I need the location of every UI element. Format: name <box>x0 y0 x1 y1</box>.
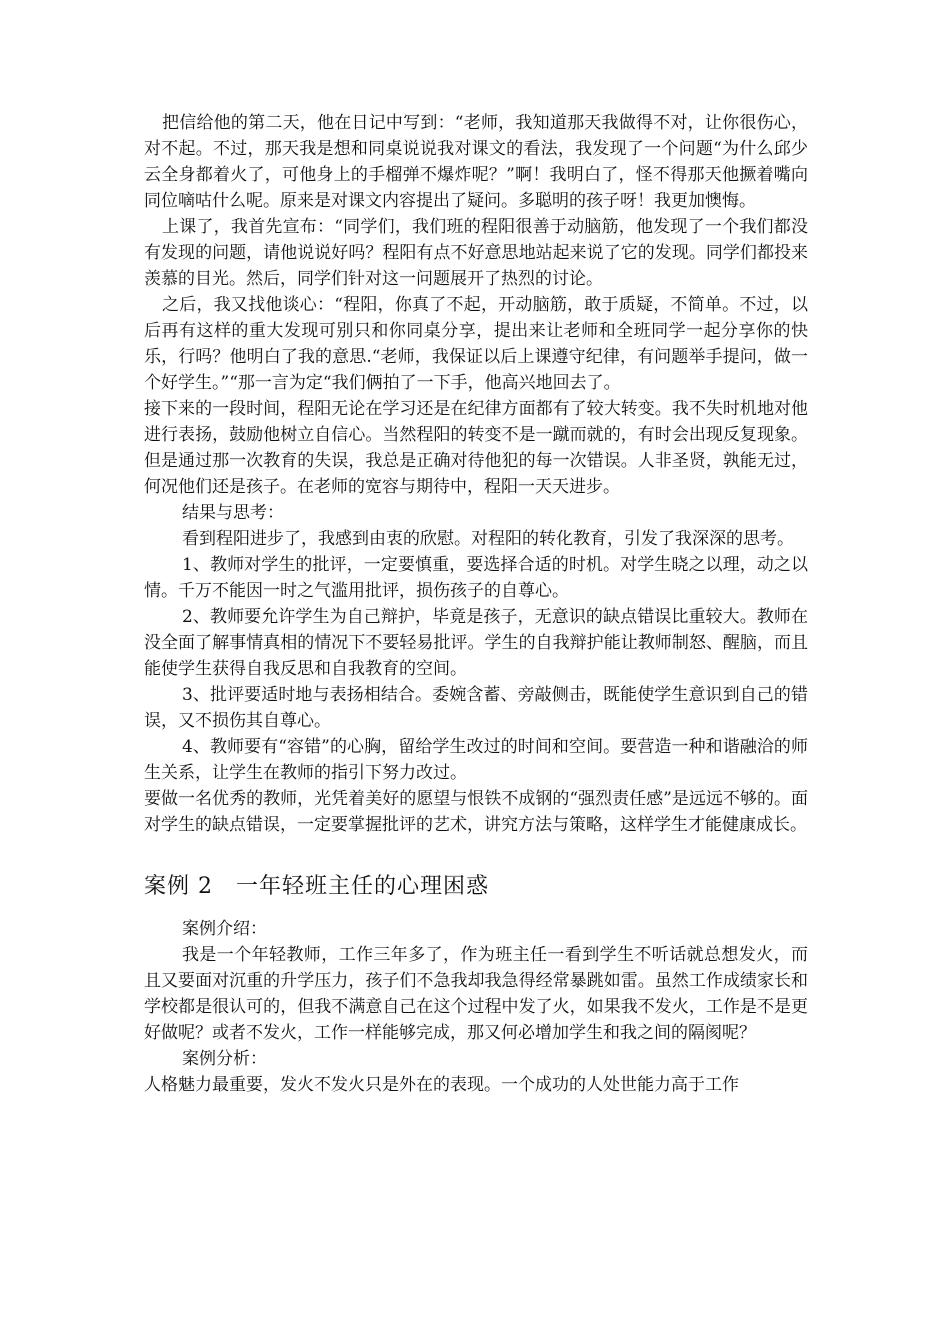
paragraph-class-announcement: 上课了，我首先宣布：“同学们，我们班的程阳很善于动脑筋，他发现了一个我们都没有发现的问题，请他说说好吗？程阳有点不好意思地站起来说了它的发现。同学们都投来羡慕的目光。然后，同学们针对这一问题展开了热烈的讨论。 <box>144 217 808 289</box>
list-item-point-2: 2、教师要允许学生为自己辩护，毕竟是孩子，无意识的缺点错误比重较大。教师在没全面了解事情真相的情况下不要轻易批评。学生的自我辩护能让教师制怒、醒脑，而且能使学生获得自我反思和自我教育的空间。 <box>144 607 808 679</box>
paragraph-diary: 把信给他的第二天，他在日记中写到：“老师，我知道那天我做得不对，让你很伤心，对不起。不过，那天我是想和同桌说说我对课文的看法，我发现了一个问题“为什么邱少云全身都着火了，可他身上的手榴弹不爆炸呢？”啊！我明白了，怪不得那天他撅着嘴向同位嘀咕什么呢。原来是对课文内容提出了疑问。多聪明的孩子呀！我更加懊悔。 <box>144 113 808 211</box>
section-heading-case-2: 案例 2 一年轻班主任的心理困惑 <box>144 874 489 899</box>
paragraph-case-intro-label: 案例介绍： <box>182 919 267 939</box>
paragraph-reflection: 看到程阳进步了，我感到由衷的欣慰。对程阳的转化教育，引发了我深深的思考。 <box>182 529 794 549</box>
document-page <box>144 110 808 1098</box>
list-item-point-4: 4、教师要有“容错”的心胸，留给学生改过的时间和空间。要营造一种和谐融洽的师生关系，让学生在教师的指引下努力改过。 <box>144 737 808 783</box>
paragraph-progress: 接下来的一段时间，程阳无论在学习还是在纪律方面都有了较大转变。我不失时机地对他进行表扬，鼓励他树立自信心。当然程阳的转变不是一蹴而就的，有时会出现反复现象。但是通过那一次教育的失误，我总是正确对待他犯的每一次错误。人非圣贤，孰能无过，何况他们还是孩子。在老师的宽容与期待中，程阳一天天进步。 <box>144 399 808 497</box>
paragraph-results-label: 结果与思考： <box>182 503 284 523</box>
paragraph-talk: 之后，我又找他谈心：“程阳，你真了不起，开动脑筋，敢于质疑，不简单。不过，以后再有这样的重大发现可别只和你同桌分享，提出来让老师和全班同学一起分享你的快乐，行吗？他明白了我的意思.“老师，我保证以后上课遵守纪律，有问题举手提问，做一个好学生。”“那一言为定“我们俩拍了一下手，他高兴地回去了。 <box>144 295 808 393</box>
list-item-point-3: 3、批评要适时地与表扬相结合。委婉含蓄、旁敲侧击，既能使学生意识到自己的错误，又不损伤其自尊心。 <box>144 685 808 731</box>
paragraph-case-intro: 我是一个年轻教师，工作三年多了，作为班主任一看到学生不听话就总想发火，而且又要面对沉重的升学压力，孩子们不急我却我急得经常暴跳如雷。虽然工作成绩家长和学校都是很认可的，但我不满意自己在这个过程中发了火，如果我不发火，工作是不是更好做呢？或者不发火，工作一样能够完成，那又何必增加学生和我之间的隔阂呢？ <box>144 945 808 1043</box>
paragraph-conclusion: 要做一名优秀的教师，光凭着美好的愿望与恨铁不成钢的“强烈责任感”是远远不够的。面对学生的缺点错误，一定要掌握批评的艺术，讲究方法与策略，这样学生才能健康成长。 <box>144 789 808 835</box>
paragraph-case-analysis: 人格魅力最重要，发火不发火只是外在的表现。一个成功的人处世能力高于工作 <box>144 1075 739 1095</box>
paragraph-case-analysis-label: 案例分析： <box>182 1049 267 1069</box>
list-item-point-1: 1、教师对学生的批评，一定要慎重，要选择合适的时机。对学生晓之以理，动之以情。千万不能因一时之气滥用批评，损伤孩子的自尊心。 <box>144 555 808 601</box>
